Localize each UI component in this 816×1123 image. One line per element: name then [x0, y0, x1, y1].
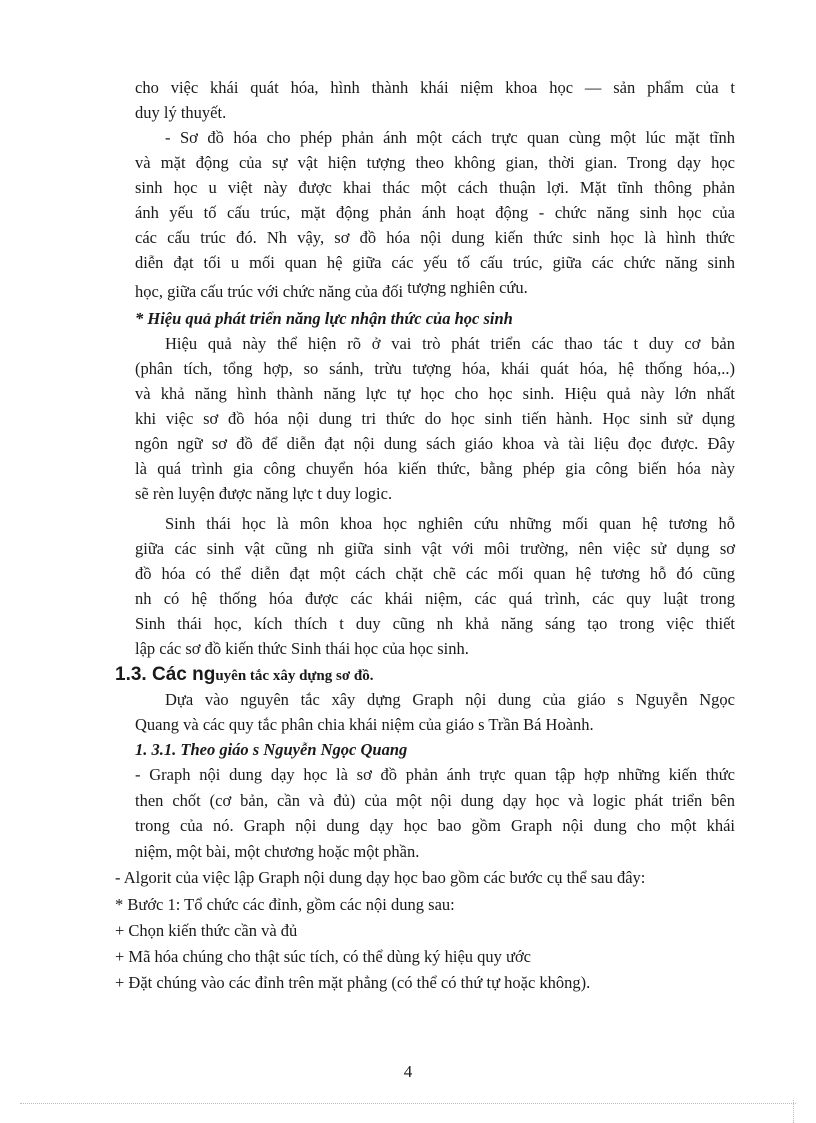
text-line: * Bước 1: Tổ chức các đỉnh, gồm các nội dung sau:	[115, 895, 455, 914]
text-line: nh có hệ thống hóa được các khái niệm, các quá trình, các quy luật trong	[135, 589, 735, 608]
text-line: then chốt (cơ bản, cần và đủ) của một nội dung dạy học và logic phát triển bên	[135, 791, 735, 810]
text-line: và khả năng hình thành năng lực tự học cho học sinh. Hiệu quả này lớn nhất	[135, 384, 735, 403]
text-line: - Sơ đồ hóa cho phép phản ánh một cách trực quan cùng một lúc mặt tĩnh	[165, 128, 735, 147]
text-line: + Mã hóa chúng cho thật súc tích, có thể dùng ký hiệu quy ước	[115, 947, 532, 966]
subsection-heading: 1. 3.1. Theo giáo s Nguyễn Ngọc Quang	[135, 740, 408, 759]
text-line: - Algorit của việc lập Graph nội dung dạy học bao gồm các bước cụ thể sau đây:	[115, 868, 646, 887]
text-segment: tượng nghiên cứu.	[407, 278, 528, 297]
text-line: diễn đạt tối u mối quan hệ giữa các yếu tố cấu trúc, giữa các chức năng sinh	[135, 253, 735, 272]
text-line: Quang và các quy tắc phân chia khái niệm của giáo s Trần Bá Hoành.	[135, 715, 594, 734]
section-heading	[115, 664, 735, 687]
text-line: và mặt động của sự vật hiện tượng theo không gian, thời gian. Trong dạy học	[135, 153, 735, 172]
text-line: duy lý thuyết.	[135, 103, 227, 122]
text-line: Dựa vào nguyên tắc xây dựng Graph nội dung của giáo s Nguyễn Ngọc	[165, 690, 735, 709]
text-line: sinh học u việt này được khai thác một cách thuận lợi. Mặt tĩnh thông phản	[135, 178, 735, 197]
text-line: lập các sơ đồ kiến thức Sinh thái học của học sinh.	[135, 639, 469, 658]
text-line: Hiệu quả này thể hiện rõ ở vai trò phát triển các thao tác t duy cơ bản	[165, 334, 735, 353]
text-line: ngôn ngữ sơ đồ để diễn đạt nội dung sách giáo khoa và tài liệu đọc được. Đây	[135, 434, 735, 453]
text-line: Sinh thái học là môn khoa học nghiên cứu những mối quan hệ tương hỗ	[165, 514, 735, 533]
heading-part: 1.3. Các ng	[115, 664, 216, 685]
text-segment: học, giữa cấu trúc với chức năng của đối	[135, 282, 404, 301]
page-number: 4	[403, 1062, 413, 1081]
text-line: cho việc khái quát hóa, hình thành khái niệm khoa học — sản phẩm của t	[135, 78, 735, 97]
heading-part: uyên tắc xây dựng sơ đồ.	[215, 668, 374, 684]
text-line: niệm, một bài, một chương hoặc một phần.	[135, 842, 420, 861]
section-heading: * Hiệu quả phát triển năng lực nhận thức của học sinh	[135, 309, 513, 328]
text-line: + Chọn kiến thức cần và đủ	[115, 921, 298, 940]
footer-divider	[20, 1103, 796, 1104]
text-line: đồ hóa có thể diễn đạt một cách chặt chẽ các mối quan hệ tương hỗ đó cũng	[135, 564, 735, 583]
text-line: (phân tích, tổng hợp, so sánh, trừu tượng hóa, khái quát hóa, hệ thống hóa,..)	[135, 359, 735, 378]
text-line: khi việc sơ đồ hóa nội dung tri thức do học sinh tiến hành. Học sinh sử dụng	[135, 409, 735, 428]
text-line: các cấu trúc đó. Nh vậy, sơ đồ hóa nội dung kiến thức sinh học là hình thức	[135, 228, 735, 247]
corner-divider	[793, 1100, 794, 1123]
text-line: ánh yếu tố cấu trúc, mặt động phản ánh hoạt động - chức năng sinh học của	[135, 203, 735, 222]
text-line: + Đặt chúng vào các đỉnh trên mặt phẳng (có thể có thứ tự hoặc không).	[115, 973, 591, 992]
text-line: giữa các sinh vật cũng nh giữa sinh vật với môi trường, nên việc sử dụng sơ	[135, 539, 735, 558]
text-line	[135, 278, 735, 303]
text-line: sẽ rèn luyện được năng lực t duy logic.	[135, 484, 393, 503]
text-line: là quá trình gia công chuyển hóa kiến thức, bằng phép gia công biến hóa này	[135, 459, 735, 478]
text-line: trong của nó. Graph nội dung dạy học bao gồm Graph nội dung cho một khái	[135, 816, 735, 835]
text-line: - Graph nội dung dạy học là sơ đồ phản ánh trực quan tập hợp những kiến thức	[135, 765, 735, 784]
text-line: Sinh thái học, kích thích t duy cũng nh khả năng sáng tạo trong việc thiết	[135, 614, 735, 633]
